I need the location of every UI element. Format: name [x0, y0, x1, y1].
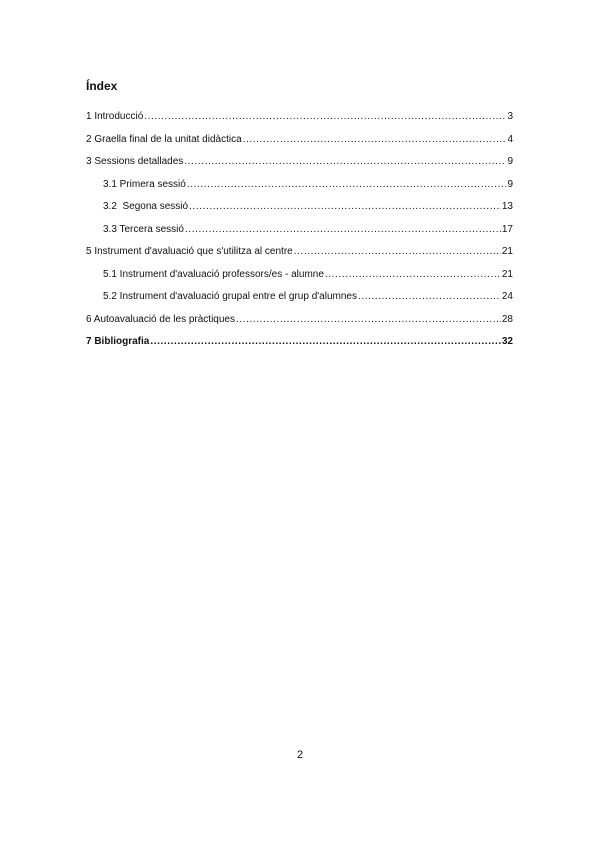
toc-entry-label: 1 Introducció	[86, 111, 144, 122]
toc-entry-label: 2 Graella final de la unitat didàctica	[86, 133, 242, 145]
toc-entry-label: 6 Autoavaluació de les pràctiques	[86, 313, 235, 325]
toc-entry-instrument-grupal[interactable]	[86, 291, 513, 314]
toc-dot-leader	[325, 269, 501, 281]
toc-entry-page: 13	[501, 201, 513, 212]
toc-dot-leader	[184, 156, 506, 168]
toc-entry-autoavaluacio[interactable]	[86, 314, 513, 337]
toc-entry-graella[interactable]	[86, 134, 513, 157]
toc-entry-page: 21	[501, 268, 513, 280]
toc-entry-tercera-sessio[interactable]	[86, 224, 513, 247]
toc-entry-label: 5 Instrument d'avaluació que s'utilitza al centre	[86, 246, 293, 257]
toc-entry-page: 24	[501, 291, 513, 302]
toc-entry-instrument-professors[interactable]	[86, 269, 513, 292]
toc-entry-page: 32	[501, 336, 513, 347]
toc-entry-page: 28	[501, 313, 513, 325]
toc-entry-page: 9	[507, 178, 513, 190]
toc-entry-label: 5.2 Instrument d'avaluació grupal entre el grup d'alumnes	[103, 291, 357, 302]
toc-entry-page: 4	[507, 133, 513, 145]
toc-entry-label: 5.1 Instrument d'avaluació professors/es - alumne	[103, 268, 324, 280]
toc-heading: Índex	[86, 79, 118, 93]
toc-dot-leader	[144, 111, 506, 123]
toc-entry-instrument-centre[interactable]	[86, 246, 513, 269]
table-of-contents	[86, 111, 513, 359]
toc-dot-leader	[294, 246, 501, 258]
toc-entry-page: 21	[501, 246, 513, 257]
toc-entry-primera-sessio[interactable]	[86, 179, 513, 202]
toc-dot-leader	[189, 201, 501, 213]
toc-dot-leader	[236, 314, 501, 326]
toc-dot-leader	[187, 179, 507, 191]
toc-dot-leader	[243, 134, 507, 146]
toc-entry-page: 3	[507, 111, 513, 122]
toc-entry-introduccio[interactable]	[86, 111, 513, 134]
toc-entry-segona-sessio[interactable]	[86, 201, 513, 224]
toc-entry-label: 3.1 Primera sessió	[103, 178, 186, 190]
toc-dot-leader	[358, 291, 501, 303]
toc-entry-label: 3.2 Segona sessió	[103, 201, 189, 212]
toc-entry-label: 7 Bibliografia	[86, 336, 150, 347]
toc-dot-leader	[150, 336, 501, 348]
toc-entry-page: 17	[501, 223, 513, 235]
toc-entry-label: 3 Sessions detallades	[86, 156, 184, 167]
toc-entry-sessions[interactable]	[86, 156, 513, 179]
toc-entry-label: 3.3 Tercera sessió	[103, 223, 184, 235]
toc-entry-bibliografia[interactable]	[86, 336, 513, 359]
toc-dot-leader	[185, 224, 501, 236]
toc-entry-page: 9	[507, 156, 513, 167]
page-number: 2	[296, 749, 304, 761]
